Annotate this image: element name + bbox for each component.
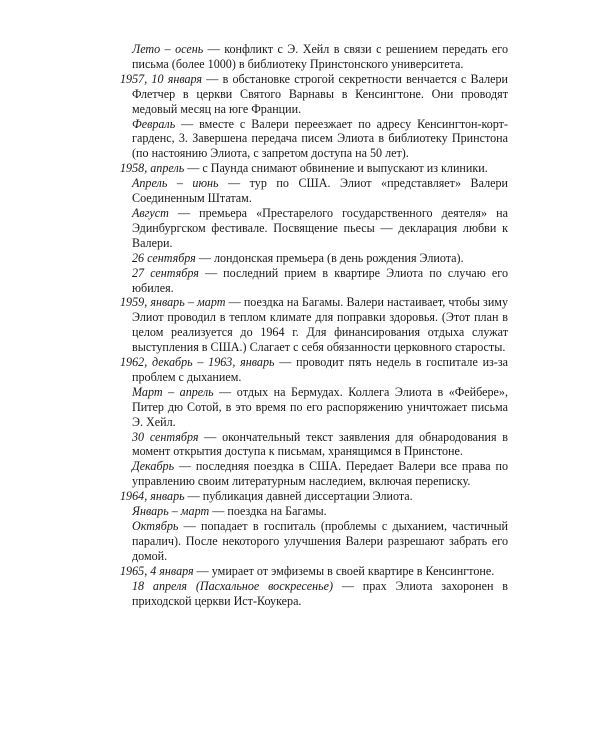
chronology-entry (120, 385, 508, 430)
entry-text: — вместе с Валери переезжает по адресу Кенсингтон-корт-гарденс, 3. Завершена передача писем Элиота в библиотеку Принстона (по настоянию Элиота, с запретом доступа на 50 лет). (132, 116, 508, 161)
entry-date: 26 сентября (132, 250, 196, 265)
chronology-entry (120, 206, 508, 251)
year-entry (120, 161, 508, 176)
entry-text: — проводит пять недель в госпитале из-за проблем с дыханием. (132, 355, 508, 384)
entry-date: Декабрь (132, 459, 175, 474)
entry-date: Март – апрель (132, 384, 214, 399)
entry-date: 1962, декабрь – 1963, январь (120, 355, 275, 370)
entry-text: — отдых на Бермудах. Коллега Элиота в «Фейбере», Питер дю Сотой, в это время по его распоряжению уничтожает письма Э. Хейл. (132, 384, 508, 429)
chronology-entry (120, 42, 508, 72)
entry-text: — поездка на Багамы. (209, 504, 327, 519)
year-entry (120, 489, 508, 504)
entry-text: — прах Элиота захоронен в приходской церкви Ист-Коукера. (132, 578, 509, 608)
entry-date: Октябрь (132, 519, 179, 533)
chronology-entry (120, 176, 508, 206)
year-entry (120, 295, 508, 355)
entry-text: — в обстановке строгой секретности венчается с Валери Флетчер в церкви Святого Варнавы в Кенсингтоне. Они проводят медовый месяц на юге Франции. (132, 71, 508, 116)
entry-date: 1957, 10 января (120, 71, 203, 86)
chronology-entry (120, 519, 508, 564)
chronology-entry (120, 251, 508, 266)
entry-text: — лондонская премьера (в день рождения Элиота). (195, 250, 464, 265)
entry-text: — публикация давней диссертации Элиота. (184, 489, 413, 504)
entry-date: Январь – март (132, 504, 210, 519)
chronology-entry (120, 266, 508, 296)
entry-date: Август (132, 205, 169, 220)
entry-date: Лето – осень (132, 42, 204, 56)
entry-text: — попадает в госпиталь (проблемы с дыханием, частичный паралич). После некоторого улучшения Валери разрешают забрать его домой. (132, 519, 508, 563)
entry-text: — последняя поездка в США. Передает Валери все права по управлению своим литературным наследием, включая переписку. (132, 459, 508, 489)
entry-text: — с Паунда снимают обвинение и выпускают из клиники. (184, 161, 488, 176)
entry-date: 1959, январь – март (120, 295, 226, 310)
entry-date: Апрель – июнь (132, 176, 219, 191)
entry-text: — умирает от эмфиземы в своей квартире в Кенсингтоне. (193, 563, 495, 578)
year-entry (120, 355, 508, 385)
entry-text: — окончательный текст заявления для обнародования в момент открытия доступа к письмам, хранящимся в Принстоне. (132, 429, 508, 459)
year-entry (120, 72, 508, 117)
entry-date: Февраль (132, 116, 176, 131)
entry-text: — последний прием в квартире Элиота по случаю его юбилея. (132, 265, 508, 295)
chronology-entry (120, 459, 508, 489)
entry-date: 1965, 4 января (120, 563, 194, 578)
entry-date: 27 сентября (132, 265, 199, 280)
entry-date: 18 апреля (Пасхальное воскресенье) (132, 578, 333, 593)
entry-date: 1964, январь (120, 489, 185, 504)
year-entry (120, 564, 508, 579)
entry-text: — конфликт с Э. Хейл в связи с решением передать его письма (более 1000) в библиотеку Принстонского университета. (132, 42, 508, 71)
chronology-entry (120, 579, 508, 609)
entry-text: — премьера «Престарелого государственного деятеля» на Эдинбургском фестивале. Посвящение пьесы — декларация любви к Валери. (132, 205, 508, 250)
entry-text: — тур по США. Элиот «представляет» Валери Соединенным Штатам. (132, 176, 508, 206)
chronology-entry (120, 430, 508, 460)
chronology-entry (120, 117, 508, 162)
entry-date: 1958, апрель (120, 161, 185, 176)
entry-date: 30 сентября (132, 429, 199, 444)
entry-text: — поездка на Багамы. Валери настаивает, чтобы зиму Элиот проводил в теплом климате для поправки здоровья. (Этот план в целом реализуется до 1964 г. Для финансирования отдыха служат выступления в США.) Слагает с себя обязанности церковного старосты. (132, 295, 508, 355)
chronology-page (120, 42, 508, 608)
chronology-entry (120, 504, 508, 519)
